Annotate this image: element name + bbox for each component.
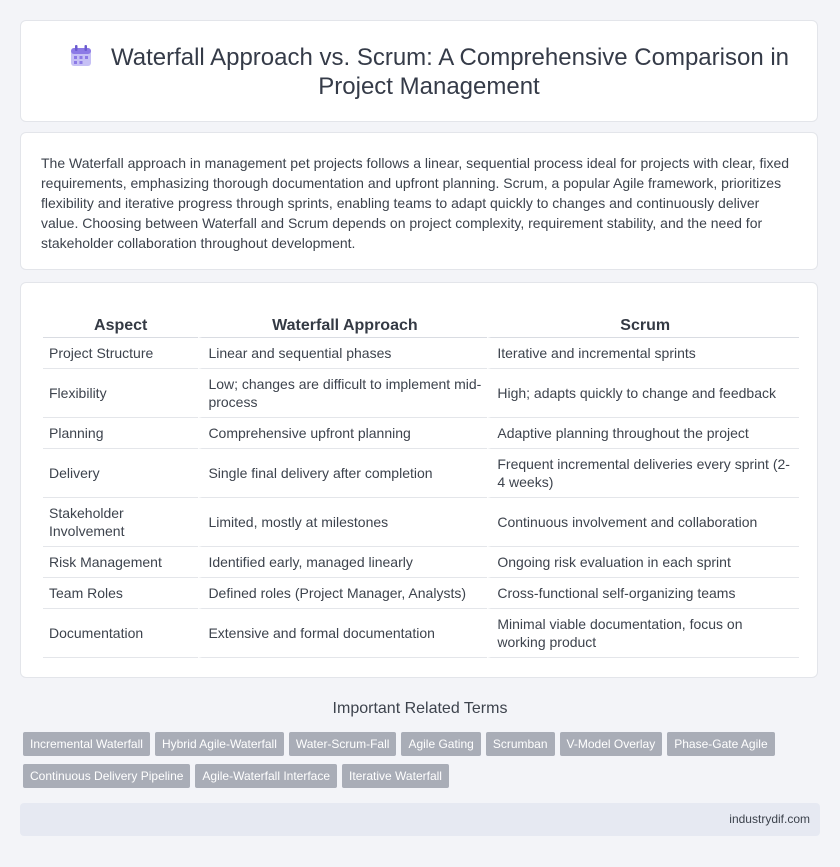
- cell-waterfall: Limited, mostly at milestones: [198, 498, 487, 547]
- cell-scrum: Ongoing risk evaluation in each sprint: [487, 547, 799, 578]
- cell-aspect: Project Structure: [43, 338, 198, 369]
- cell-aspect: Documentation: [43, 609, 198, 658]
- cell-aspect: Stakeholder Involvement: [43, 498, 198, 547]
- related-term-tag[interactable]: Hybrid Agile-Waterfall: [155, 732, 284, 756]
- table-row: [43, 609, 799, 658]
- related-term-tag[interactable]: Continuous Delivery Pipeline: [23, 764, 190, 788]
- table-row: [43, 449, 799, 498]
- related-terms-heading: Important Related Terms: [332, 700, 508, 717]
- related-term-tag[interactable]: Agile Gating: [401, 732, 480, 756]
- comparison-table: [43, 315, 799, 658]
- header-scrum: Scrum: [487, 315, 799, 338]
- header-waterfall: Waterfall Approach: [198, 315, 487, 338]
- related-term-tag[interactable]: Water-Scrum-Fall: [289, 732, 397, 756]
- cell-waterfall: Single final delivery after completion: [198, 449, 487, 498]
- related-term-tag[interactable]: Iterative Waterfall: [342, 764, 449, 788]
- cell-scrum: Cross-functional self-organizing teams: [487, 578, 799, 609]
- cell-aspect: Flexibility: [43, 369, 198, 418]
- cell-scrum: Continuous involvement and collaboration: [487, 498, 799, 547]
- related-term-tag[interactable]: Agile-Waterfall Interface: [195, 764, 337, 788]
- table-row: [43, 418, 799, 449]
- table-header-row: [43, 315, 799, 338]
- cell-waterfall: Low; changes are difficult to implement mid-process: [198, 369, 487, 418]
- cell-scrum: Iterative and incremental sprints: [487, 338, 799, 369]
- footer-site[interactable]: industrydif.com: [729, 812, 810, 826]
- intro-paragraph: The Waterfall approach in management pet projects follows a linear, sequential process ideal for projects with clear, fixed requirements, emphasizing thorough documentation and upfront planning. Scrum, a popular Agile framework, prioritizes flexibility and iterative progress through sprints, enabling teams to adapt quickly to changes and continuously deliver value. Choosing between Waterfall and Scrum depends on project complexity, requirement stability, and the need for stakeholder collaboration throughout development.: [41, 155, 790, 251]
- cell-aspect: Delivery: [43, 449, 198, 498]
- cell-scrum: Frequent incremental deliveries every sprint (2-4 weeks): [487, 449, 799, 498]
- table-row: [43, 369, 799, 418]
- table-row: [43, 578, 799, 609]
- related-term-tag[interactable]: Phase-Gate Agile: [667, 732, 774, 756]
- page-title: [61, 43, 797, 101]
- related-term-tag[interactable]: Scrumban: [486, 732, 555, 756]
- comparison-card: [20, 282, 818, 678]
- cell-waterfall: Comprehensive upfront planning: [198, 418, 487, 449]
- table-row: [43, 498, 799, 547]
- cell-aspect: Team Roles: [43, 578, 198, 609]
- cell-waterfall: Linear and sequential phases: [198, 338, 487, 369]
- page-title-text: Waterfall Approach vs. Scrum: A Comprehensive Comparison in Project Management: [110, 44, 790, 100]
- related-terms-list: [23, 732, 823, 796]
- calendar-icon: [69, 44, 93, 68]
- cell-waterfall: Defined roles (Project Manager, Analysts): [198, 578, 487, 609]
- cell-scrum: Adaptive planning throughout the project: [487, 418, 799, 449]
- cell-aspect: Planning: [43, 418, 198, 449]
- title-card: [20, 20, 818, 122]
- cell-scrum: Minimal viable documentation, focus on working product: [487, 609, 799, 658]
- cell-waterfall: Identified early, managed linearly: [198, 547, 487, 578]
- header-aspect: Aspect: [43, 315, 198, 338]
- cell-scrum: High; adapts quickly to change and feedback: [487, 369, 799, 418]
- cell-aspect: Risk Management: [43, 547, 198, 578]
- table-row: [43, 547, 799, 578]
- related-term-tag[interactable]: Incremental Waterfall: [23, 732, 150, 756]
- table-row: [43, 338, 799, 369]
- footer: [20, 803, 820, 836]
- related-term-tag[interactable]: V-Model Overlay: [560, 732, 663, 756]
- cell-waterfall: Extensive and formal documentation: [198, 609, 487, 658]
- intro-card: [20, 132, 818, 270]
